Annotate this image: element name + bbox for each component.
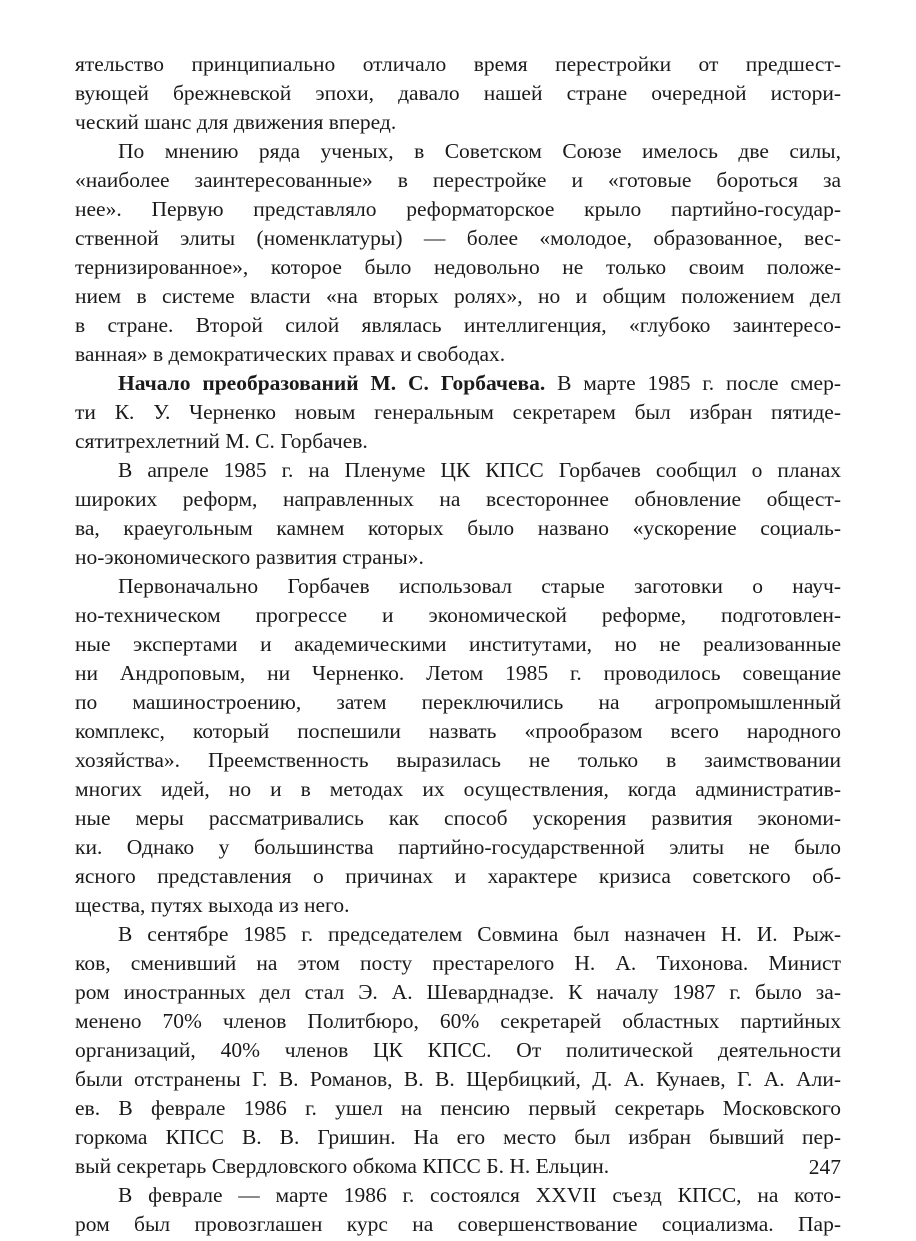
text-line: но-экономического развития страны». bbox=[75, 545, 424, 569]
text-line: ром был провозглашен курс на совершенствование социализма. Пар- bbox=[75, 1212, 841, 1236]
text-line: ные экспертами и академическими институтами, но не реализованные bbox=[75, 632, 841, 656]
text-line: вующей брежневской эпохи, давало нашей стране очередной истори- bbox=[75, 81, 841, 105]
text-line: менено 70% членов Политбюро, 60% секретарей областных партийных bbox=[75, 1009, 841, 1033]
paragraph bbox=[75, 50, 841, 137]
text-line: горкома КПСС В. В. Гришин. На его место был избран бывший пер- bbox=[75, 1125, 841, 1149]
text-line: комплекс, который поспешили назвать «прообразом всего народного bbox=[75, 719, 841, 743]
text-line: хозяйства». Преемственность выразилась не только в заимствовании bbox=[75, 748, 841, 772]
text-line: ные меры рассматривались как способ ускорения развития экономи- bbox=[75, 806, 841, 830]
text-line: были отстранены Г. В. Романов, В. В. Щербицкий, Д. А. Кунаев, Г. А. Али- bbox=[75, 1067, 841, 1091]
paragraph bbox=[75, 369, 841, 456]
text-line: ни Андроповым, ни Черненко. Летом 1985 г. проводилось совещание bbox=[75, 661, 841, 685]
text-line: нием в системе власти «на вторых ролях», но и общим положением дел bbox=[75, 284, 841, 308]
text-line: в стране. Второй силой являлась интеллигенция, «глубоко заинтересо- bbox=[75, 313, 841, 337]
page-body bbox=[75, 50, 841, 1239]
paragraph bbox=[75, 137, 841, 369]
heading-line-rest: В марте 1985 г. после смер- bbox=[545, 371, 841, 395]
text-line: организаций, 40% членов ЦК КПСС. От политической деятельности bbox=[75, 1038, 841, 1062]
text-line bbox=[75, 369, 841, 398]
text-line: по машиностроению, затем переключились на агропромышленный bbox=[75, 690, 841, 714]
text-line: тернизированное», которое было недовольно не только своим положе- bbox=[75, 255, 841, 279]
text-line: ясного представления о причинах и характере кризиса советского об- bbox=[75, 864, 841, 888]
text-line: ти К. У. Черненко новым генеральным секретарем был избран пятиде- bbox=[75, 400, 841, 424]
text-line: широких реформ, направленных на всестороннее обновление общест- bbox=[75, 487, 841, 511]
text-line: щества, путях выхода из него. bbox=[75, 893, 350, 917]
text-line: По мнению ряда ученых, в Советском Союзе имелось две силы, bbox=[118, 139, 841, 163]
paragraph bbox=[75, 456, 841, 572]
text-line: ятельство принципиально отличало время перестройки от предшест- bbox=[75, 52, 841, 76]
text-line: ки. Однако у большинства партийно-государственной элиты не было bbox=[75, 835, 841, 859]
text-line: ром иностранных дел стал Э. А. Шеварднадзе. К началу 1987 г. было за- bbox=[75, 980, 841, 1004]
paragraph bbox=[75, 1181, 841, 1239]
text-line: но-техническом прогрессе и экономической реформе, подготовлен- bbox=[75, 603, 841, 627]
text-line: Первоначально Горбачев использовал старые заготовки о науч- bbox=[118, 574, 841, 598]
section-heading: Начало преобразований М. С. Горбачева. bbox=[118, 371, 546, 395]
text-line: В феврале — марте 1986 г. состоялся XXVII съезд КПСС, на кото- bbox=[118, 1183, 841, 1207]
text-line: ванная» в демократических правах и свободах. bbox=[75, 342, 506, 366]
page-number: 247 bbox=[808, 1155, 841, 1179]
text-line: многих идей, но и в методах их осуществления, когда административ- bbox=[75, 777, 841, 801]
paragraph bbox=[75, 920, 841, 1181]
text-line: нее». Первую представляло реформаторское крыло партийно-государ- bbox=[75, 197, 841, 221]
text-line: вый секретарь Свердловского обкома КПСС Б. Н. Ельцин. bbox=[75, 1154, 610, 1178]
text-line: В апреле 1985 г. на Пленуме ЦК КПСС Горбачев сообщил о планах bbox=[118, 458, 841, 482]
text-line: ческий шанс для движения вперед. bbox=[75, 110, 397, 134]
text-line: сятитрехлетний М. С. Горбачев. bbox=[75, 429, 368, 453]
paragraph bbox=[75, 572, 841, 920]
text-line: ва, краеугольным камнем которых было названо «ускорение социаль- bbox=[75, 516, 841, 540]
text-line: В сентябре 1985 г. председателем Совмина был назначен Н. И. Рыж- bbox=[118, 922, 841, 946]
text-line: «наиболее заинтересованные» в перестройке и «готовые бороться за bbox=[75, 168, 841, 192]
text-line: ственной элиты (номенклатуры) — более «молодое, образованное, вес- bbox=[75, 226, 841, 250]
text-line: ков, сменивший на этом посту престарелого Н. А. Тихонова. Минист bbox=[75, 951, 841, 975]
text-line: ев. В феврале 1986 г. ушел на пенсию первый секретарь Московского bbox=[75, 1096, 841, 1120]
